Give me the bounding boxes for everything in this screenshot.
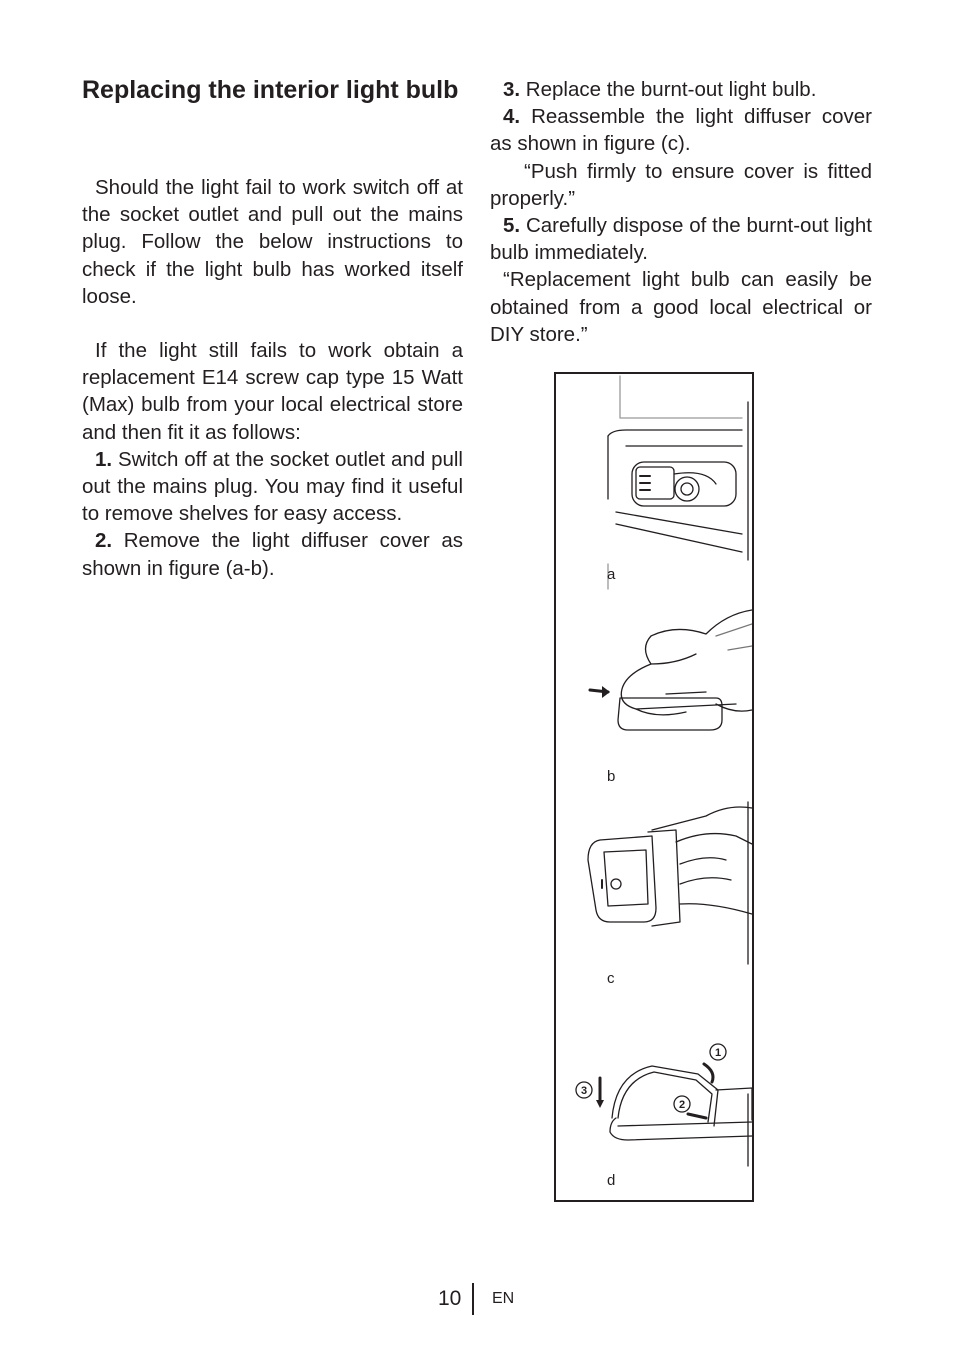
step-3-text: Replace the burnt-out light bulb. <box>520 78 817 101</box>
replacement-paragraph: If the light still fails to work obtain a replacement E14 screw cap type 15 Watt (Max) bulb from your local electrical store and then fit it as follows: <box>82 339 463 444</box>
right-column <box>490 76 872 348</box>
page-number: 10 <box>438 1287 462 1310</box>
callout-2-number: 2 <box>678 1099 686 1111</box>
figure-c-hand-refitting-cover <box>588 802 752 964</box>
instruction-illustration <box>556 374 752 1200</box>
step-1 <box>82 446 463 528</box>
callout-3-number: 3 <box>580 1085 588 1097</box>
footer-divider <box>472 1283 474 1315</box>
step-4-number: 4. <box>503 105 521 129</box>
figure-label-a: a <box>607 566 616 583</box>
step-5-number: 5. <box>503 214 521 238</box>
replacement-bulb-note: “Replacement light bulb can easily be obtained from a good local electrical or DIY store.” <box>490 268 872 346</box>
page-heading: Replacing the interior light bulb <box>82 76 459 104</box>
step-2-number: 2. <box>95 529 113 553</box>
figure-label-d: d <box>607 1172 616 1189</box>
step-4-text: Reassemble the light diffuser cover as shown in figure (c). <box>490 105 872 156</box>
language-code: EN <box>492 1290 515 1307</box>
figure-a-light-housing <box>608 376 748 589</box>
step-4 <box>490 103 872 157</box>
figure-b-hand-removing-cover <box>618 610 752 730</box>
figure-d-cover-diagram <box>610 1066 752 1166</box>
push-firmly-note: “Push firmly to ensure cover is fitted properly.” <box>490 159 872 210</box>
step-1-number: 1. <box>95 447 113 471</box>
left-column <box>82 174 463 582</box>
step-5 <box>490 212 872 266</box>
step-3 <box>490 76 872 103</box>
step-2-text: Remove the light diffuser cover as shown in figure (a-b). <box>82 529 463 580</box>
figure-label-b: b <box>607 768 616 785</box>
step-3-number: 3. <box>503 78 521 101</box>
step-2 <box>82 527 463 581</box>
callout-1-number: 1 <box>714 1047 722 1059</box>
callout-2-arrow <box>688 1114 706 1118</box>
intro-paragraph: Should the light fail to work switch off at the socket outlet and pull out the mains plug. Follow the below instructions to check if the light bulb has worked itself loose. <box>82 176 463 308</box>
step-1-text: Switch off at the socket outlet and pull out the mains plug. You may find it useful to remove shelves for easy access. <box>82 447 463 526</box>
step-5-text: Carefully dispose of the burnt-out light bulb immediately. <box>490 214 872 265</box>
instruction-figure <box>554 372 754 1202</box>
figure-label-c: c <box>607 970 615 987</box>
